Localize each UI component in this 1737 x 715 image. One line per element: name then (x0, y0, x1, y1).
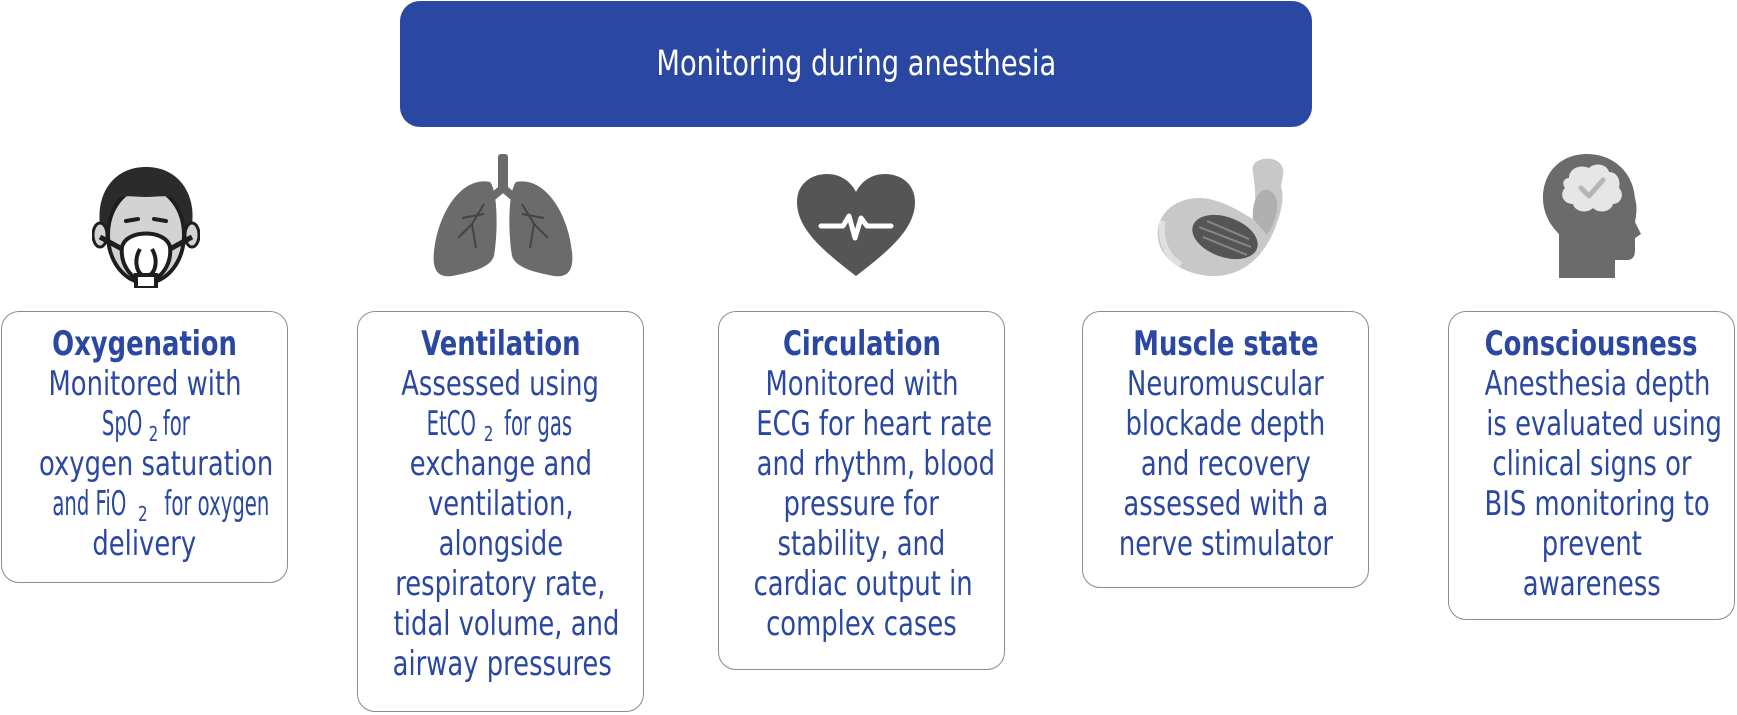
card-muscle-state (1082, 311, 1369, 588)
card-line: and rhythm, blood (756, 444, 996, 484)
card-line: alongside (438, 524, 563, 564)
card-line: nerve stimulator (1118, 524, 1333, 564)
page-title: Monitoring during anesthesia (656, 44, 1056, 84)
card-line: blockade depth (1125, 404, 1326, 444)
heart-pulse-icon (795, 172, 917, 278)
card-line: clinical signs or (1491, 444, 1692, 484)
card-oxygenation (1, 311, 288, 583)
card-line: ECG for heart rate (756, 404, 993, 444)
card-line: oxygen saturation (38, 444, 274, 484)
card-line: airway pressures (392, 644, 612, 684)
card-line: is evaluated using (1486, 404, 1722, 444)
card-line: cardiac output in (753, 564, 973, 604)
lungs-icon (432, 152, 574, 280)
card-line: and FiO $_2$for oxygen (52, 484, 270, 526)
card-line: Monitored with (765, 364, 958, 404)
card-ventilation (357, 311, 644, 712)
card-title: Circulation (782, 324, 941, 364)
oxygen-mask-face-icon (92, 163, 200, 288)
card-line: tidal volume, and (393, 604, 620, 644)
head-brain-check-icon (1541, 152, 1641, 280)
card-line: complex cases (766, 604, 957, 644)
card-line: awareness (1522, 564, 1661, 604)
card-line: Neuromuscular (1127, 364, 1324, 404)
card-title: Oxygenation (52, 324, 237, 364)
card-line: prevent (1541, 524, 1642, 564)
card-line: BIS monitoring to (1484, 484, 1710, 524)
card-title: Consciousness (1485, 324, 1698, 364)
card-title: Ventilation (420, 324, 581, 364)
title-banner (400, 1, 1312, 127)
card-line: pressure for (783, 484, 940, 524)
card-line: exchange and (409, 444, 592, 484)
card-line: assessed with a (1123, 484, 1328, 524)
card-circulation (718, 311, 1005, 670)
card-line: respiratory rate, (395, 564, 606, 604)
card-line: Anesthesia depth (1484, 364, 1711, 404)
flexed-arm-muscle-icon (1155, 157, 1295, 279)
card-consciousness (1448, 311, 1735, 620)
card-line: and recovery (1140, 444, 1311, 484)
card-line: stability, and (777, 524, 946, 564)
card-line: Assessed using (401, 364, 600, 404)
card-line: EtCO $_2$for gas (426, 404, 572, 446)
card-line: delivery (92, 524, 197, 564)
card-title: Muscle state (1132, 324, 1319, 364)
card-line: Monitored with (48, 364, 241, 404)
card-line: ventilation, (427, 484, 574, 524)
card-line: SpO $_2$for (101, 404, 190, 446)
